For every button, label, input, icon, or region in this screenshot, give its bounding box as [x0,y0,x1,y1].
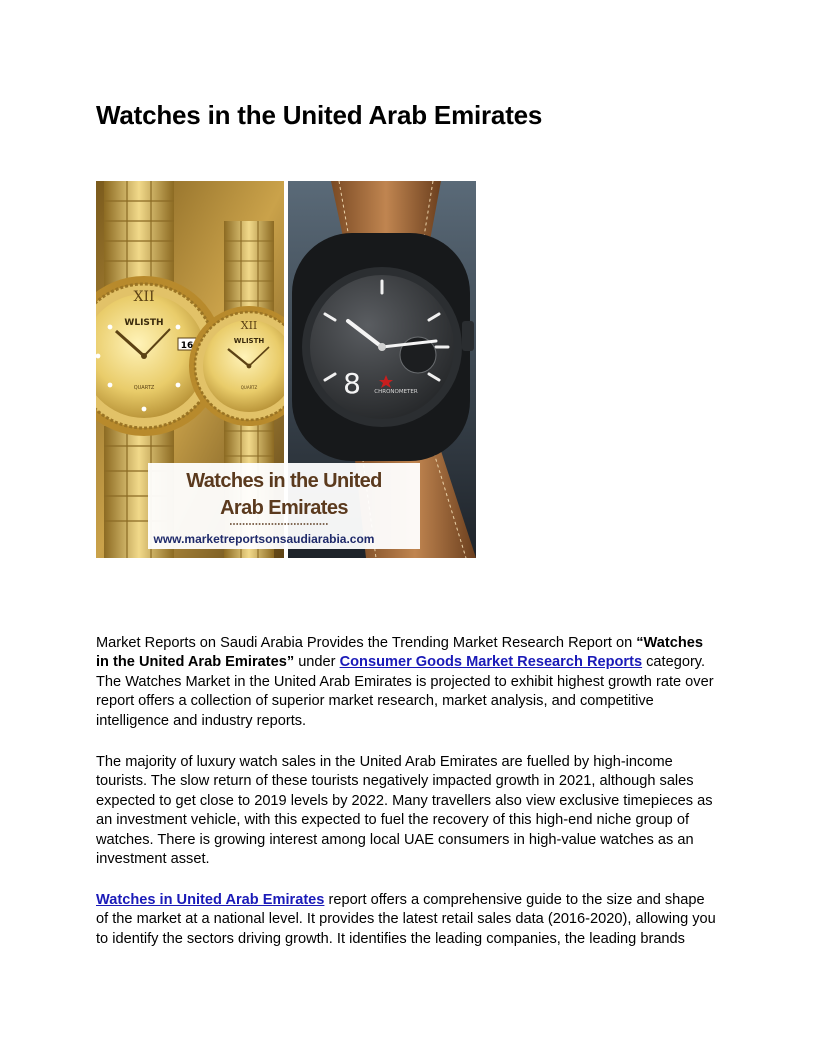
intro-text-3: category. The Watches Market in the United Arab Emirates is projected to exhibit highest growth rate over report offers a collection of superior market research, market analysis, and competitive intelligence and industry reports. [96,654,714,729]
paragraph-intro [96,634,720,731]
svg-text:XII: XII [133,289,155,305]
paragraph-luxury-sales [96,753,720,869]
luxury-sales-text: The majority of luxury watch sales in the United Arab Emirates are fuelled by high-income tourists. The slow return of these tourists negatively impacted growth in 2021, although sales expected to get close to 2019 levels by 2022. Many travellers also view exclusive timepieces as an investment vehicle, with this expected to fuel the recovery of this high-end niche group of watches. There is growing interest among local UAE consumers in high-value watches as an investment asset. [96,754,713,868]
svg-text:WLISTH: WLISTH [124,318,164,328]
svg-text:www.marketreportsonsaudiarabia: www.marketreportsonsaudiarabia.com [153,532,375,546]
report-title-bold: “Watches in the United Arab Emirates” [96,635,704,671]
consumer-goods-link[interactable]: Consumer Goods Market Research Reports [339,654,643,671]
svg-text:QUARTZ: QUARTZ [240,385,258,390]
svg-text:8: 8 [343,367,361,400]
report-guide-text: report offers a comprehensive guide to the size and shape of the market at a national level. It provides the latest retail sales data (2016-2020), allowing you to identify the sectors driving growth. It identifies the leading companies, the leading brands [96,892,716,947]
page-title: Watches in the United Arab Emirates [96,100,543,130]
intro-text-2: under [294,654,340,671]
svg-text:XII: XII [240,319,258,332]
svg-text:WLISTH: WLISTH [233,337,265,345]
intro-text-1: Market Reports on Saudi Arabia Provides the Trending Market Research Report on [96,635,637,651]
svg-text:QUARTZ: QUARTZ [133,385,155,391]
svg-text:CHRONOMETER: CHRONOMETER [374,389,418,395]
paragraph-report-guide [96,891,720,949]
watches-uae-report-link[interactable]: Watches in United Arab Emirates [96,892,325,908]
svg-text:16: 16 [180,341,194,351]
hero-image [96,181,476,558]
svg-text:Watches in the United: Watches in the United [186,470,382,492]
svg-text:Arab Emirates: Arab Emirates [220,497,348,519]
